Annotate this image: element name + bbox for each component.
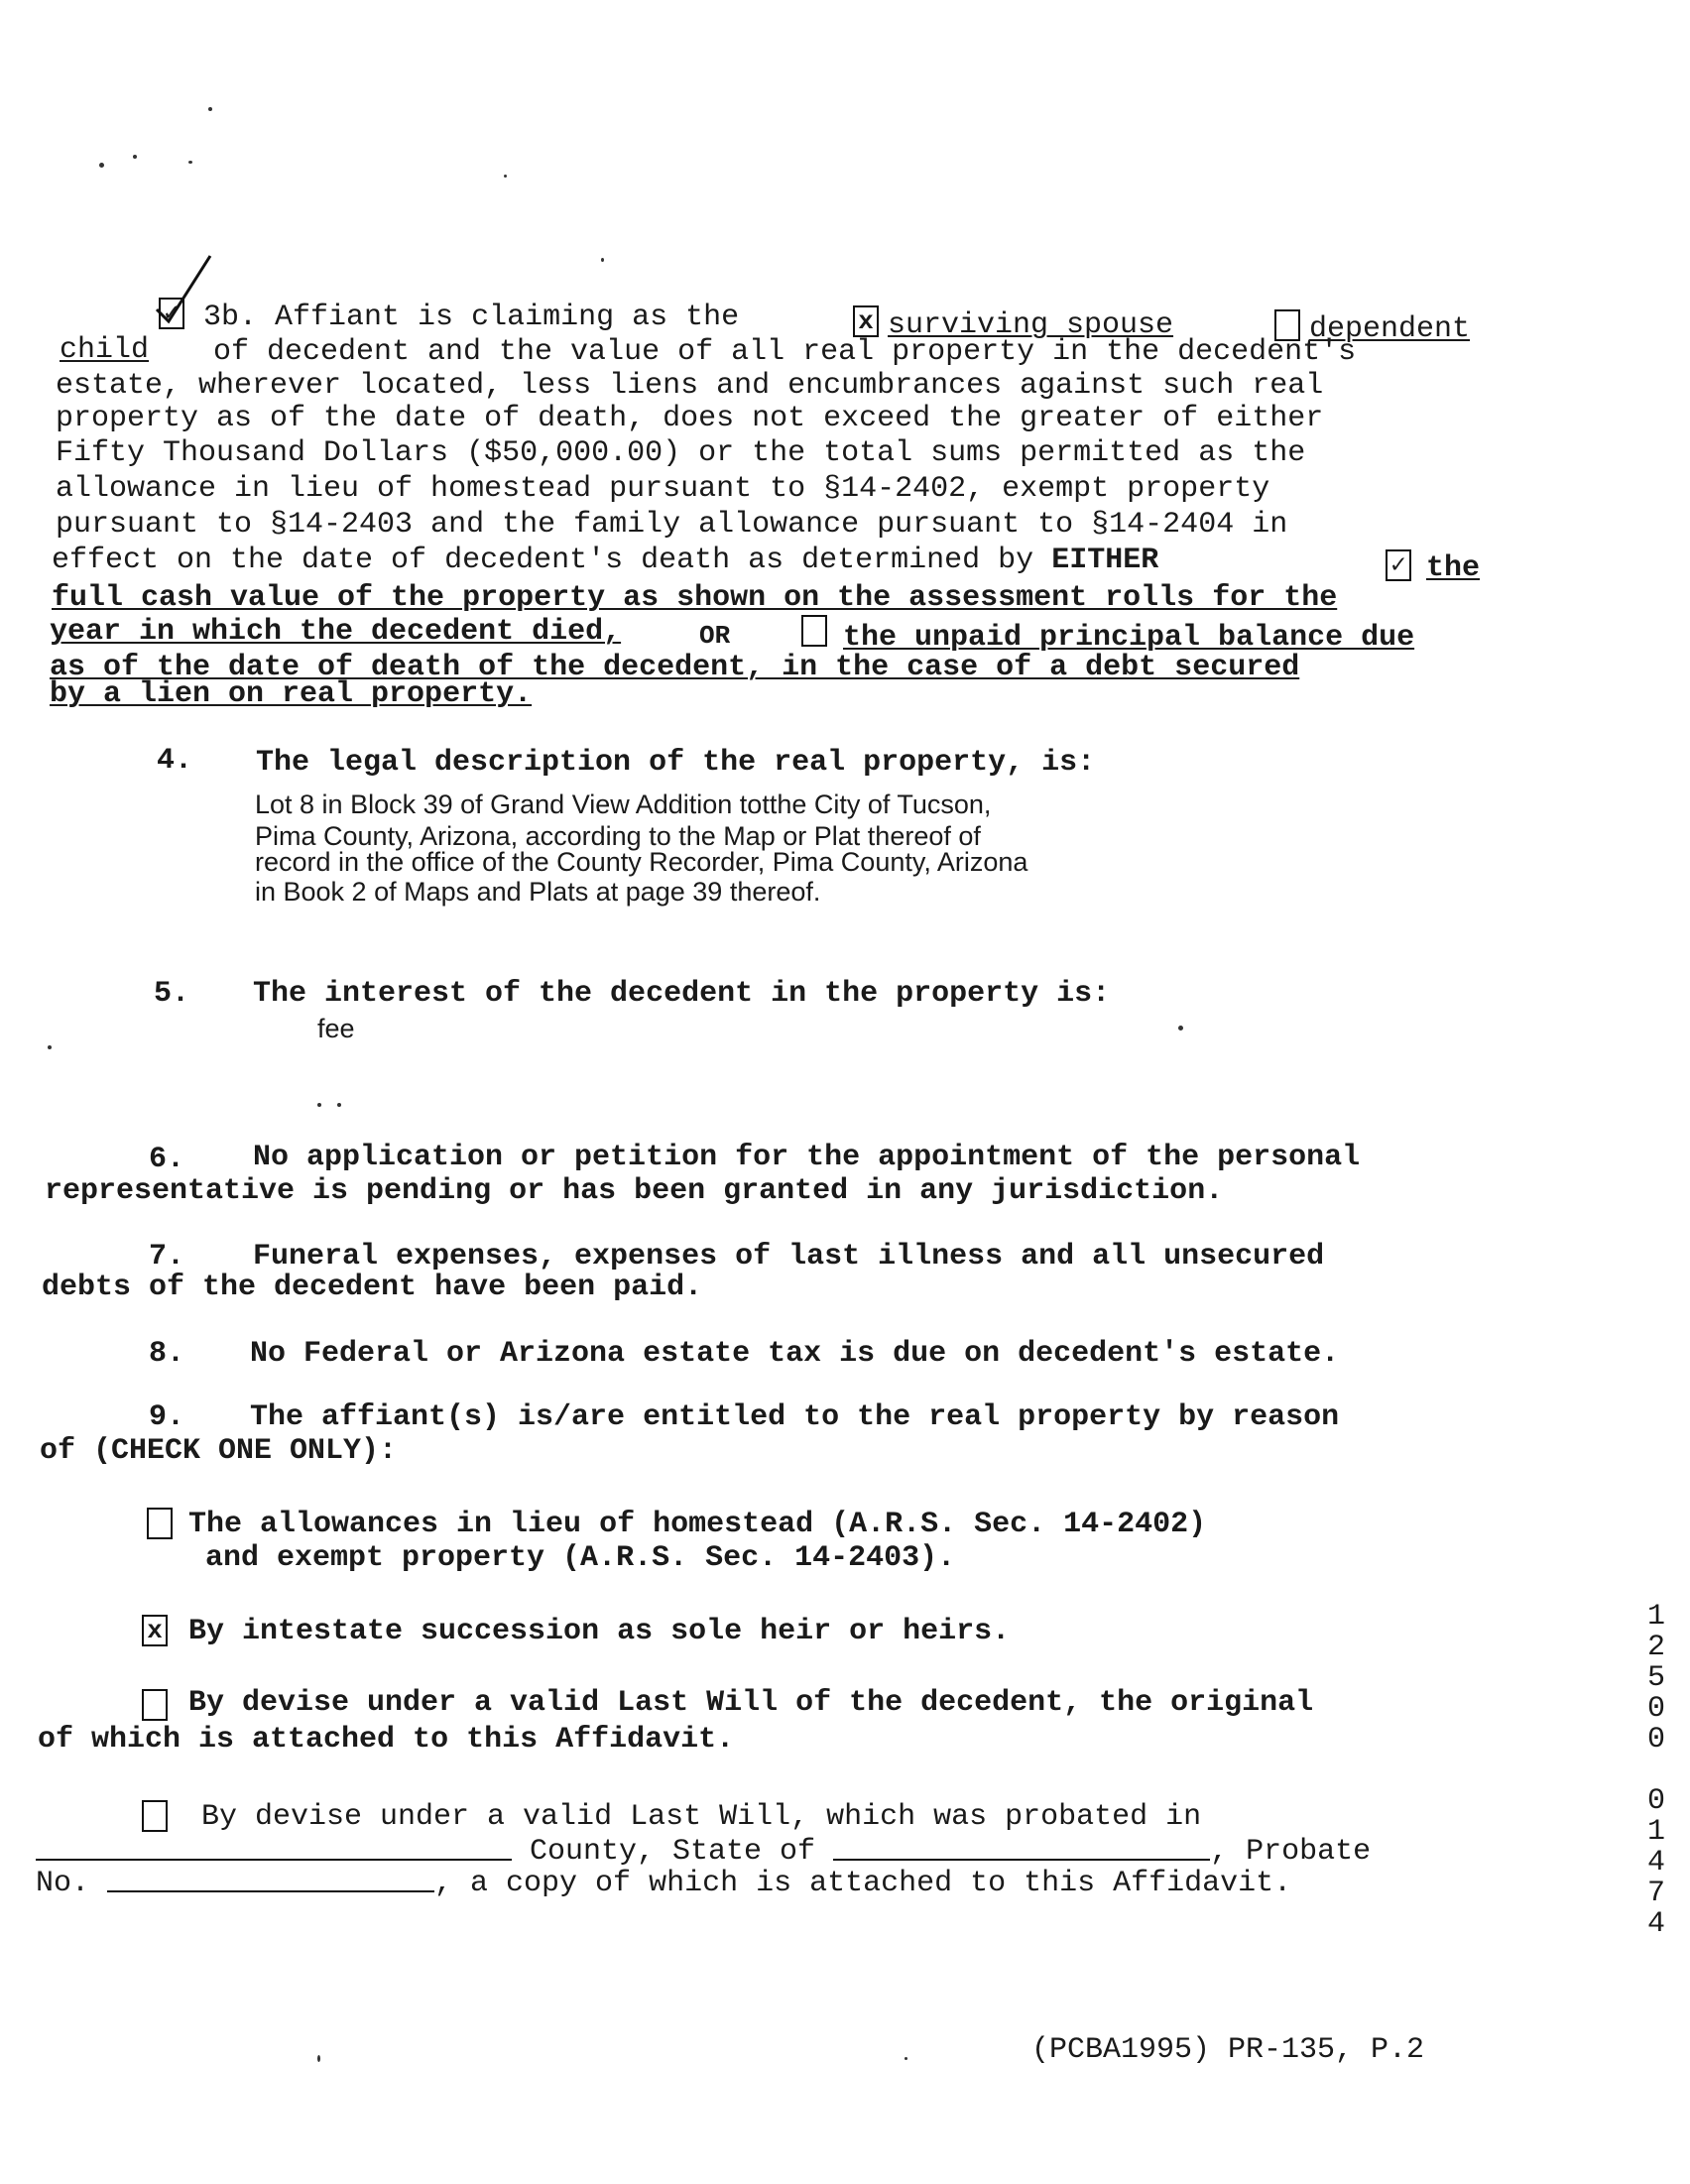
scan-speck: [99, 163, 104, 168]
item-7-number: 7.: [149, 1240, 185, 1274]
item-8-line-1: No Federal or Arizona estate tax is due on decedent's estate.: [250, 1337, 1340, 1371]
item-4-heading: The legal description of the real property, is:: [256, 746, 1096, 780]
scan-speck: [601, 258, 604, 262]
scan-speck: [504, 175, 507, 178]
item-9-opt-3-line-b: of which is attached to this Affidavit.: [38, 1723, 735, 1757]
form-id-footer: (PCBA1995) PR-135, P.2: [1031, 2033, 1425, 2067]
item-9-opt-2: By intestate succession as sole heir or heirs.: [188, 1615, 1011, 1648]
item-3b-line-7: pursuant to §14-2403 and the family allowance pursuant to §14-2404 in: [56, 508, 1288, 542]
item-3b-line-10-a: year in which the decedent died,: [50, 615, 622, 649]
state-blank[interactable]: [833, 1859, 1210, 1861]
item-3b-line-3: estate, wherever located, less liens and encumbrances against such real: [56, 369, 1324, 403]
dependent-child-label-b: child: [60, 333, 150, 367]
full-cash-value-the: the: [1426, 551, 1481, 585]
item-9-opt-1-line-b: and exempt property (A.R.S. Sec. 14-2403).: [205, 1541, 956, 1575]
item-3b-lead: Affiant is claiming as the: [275, 301, 740, 334]
scan-speck: [317, 2055, 320, 2062]
homestead-allowance-checkbox[interactable]: [147, 1508, 173, 1539]
item-3b-line-8: [52, 544, 1158, 577]
surviving-spouse-checkbox[interactable]: x: [853, 305, 879, 337]
item-7-line-2: debts of the decedent have been paid.: [42, 1271, 703, 1304]
item-3b-line-11: as of the date of death of the decedent, in the case of a debt secured: [50, 651, 1300, 684]
item-4-number: 4.: [157, 744, 193, 778]
item-3b-line-12: by a lien on real property.: [50, 677, 533, 711]
item-6-number: 6.: [149, 1143, 185, 1176]
item-3b-checkbox[interactable]: ✓: [159, 298, 184, 329]
item-7-line-1: Funeral expenses, expenses of last illness and all unsecured: [253, 1240, 1325, 1274]
scan-speck: [133, 155, 137, 159]
scan-speck: [317, 1103, 321, 1107]
item-3b-line-6: allowance in lieu of homestead pursuant to §14-2402, exempt property: [56, 472, 1270, 506]
item-3b-line-2: of decedent and the value of all real property in the decedent's: [213, 335, 1357, 369]
item-3b-line-10-b: the unpaid principal balance due: [843, 621, 1415, 655]
item-5-number: 5.: [154, 977, 190, 1011]
probate-no-label: No.: [36, 1867, 90, 1900]
item-4-desc-4: in Book 2 of Maps and Plats at page 39 thereof.: [255, 877, 821, 907]
item-9-line-2: of (CHECK ONE ONLY):: [40, 1434, 398, 1468]
item-3b-number: 3b.: [203, 301, 258, 334]
intestate-succession-checkbox[interactable]: x: [142, 1615, 168, 1646]
devise-will-probated-checkbox[interactable]: [142, 1800, 168, 1832]
item-3b-line-5: Fifty Thousand Dollars ($50,000.00) or the total sums permitted as the: [56, 436, 1306, 470]
devise-will-attached-checkbox[interactable]: [142, 1689, 168, 1721]
item-3b-line-8-text: effect on the date of decedent's death as determined by: [52, 544, 1034, 577]
surviving-spouse-label: surviving spouse: [888, 308, 1174, 342]
item-9-opt-1-line-a: The allowances in lieu of homestead (A.R.S. Sec. 14-2402): [188, 1508, 1207, 1541]
unpaid-balance-checkbox[interactable]: [801, 615, 827, 647]
scan-speck: [208, 107, 212, 111]
probate-label: , Probate: [1210, 1835, 1372, 1869]
probate-no-blank[interactable]: [107, 1890, 434, 1892]
scan-speck: [337, 1103, 341, 1107]
dependent-child-label-a: dependent: [1309, 312, 1471, 346]
item-6-line-1: No application or petition for the appointment of the personal: [253, 1141, 1361, 1174]
or-label: OR: [699, 621, 731, 651]
item-5-heading: The interest of the decedent in the property is:: [253, 977, 1111, 1011]
either-label: EITHER: [1051, 544, 1159, 577]
item-6-line-2: representative is pending or has been granted in any jurisdiction.: [45, 1174, 1224, 1208]
county-label: County, State of: [530, 1835, 816, 1869]
item-8-number: 8.: [149, 1337, 185, 1371]
item-9-opt-4-line-a: By devise under a valid Last Will, which was probated in: [201, 1800, 1202, 1834]
item-4-desc-3: record in the office of the County Recorder, Pima County, Arizona: [255, 847, 1028, 877]
side-document-number: 1 2 5 0 0 0 1 4 7 4: [1646, 1600, 1665, 1941]
item-9-line-1: The affiant(s) is/are entitled to the real property by reason: [250, 1400, 1340, 1434]
scan-speck: [188, 161, 192, 164]
item-9-opt-4-tail: , a copy of which is attached to this Affidavit.: [434, 1867, 1292, 1900]
item-9-number: 9.: [149, 1400, 185, 1434]
scan-speck: [905, 2057, 907, 2060]
item-9-opt-4-line-b: [36, 1835, 1371, 1869]
item-5-value: fee: [317, 1014, 355, 1043]
item-3b-line-4: property as of the date of death, does not exceed the greater of either: [56, 402, 1324, 435]
item-9-opt-4-line-c: [36, 1867, 1291, 1900]
item-4-desc-1: Lot 8 in Block 39 of Grand View Addition totthe City of Tucson,: [255, 789, 992, 819]
item-3b-line-1: [203, 301, 739, 334]
county-blank[interactable]: [36, 1859, 512, 1861]
scan-speck: [1178, 1026, 1183, 1031]
full-cash-value-checkbox[interactable]: ✓: [1386, 549, 1411, 581]
scan-speck: [48, 1045, 52, 1049]
item-9-opt-3-line-a: By devise under a valid Last Will of the decedent, the original: [188, 1686, 1314, 1720]
item-4-desc-2: Pima County, Arizona, according to the Map or Plat thereof of: [255, 821, 981, 851]
item-3b-line-9: full cash value of the property as shown on the assessment rolls for the: [52, 581, 1338, 615]
